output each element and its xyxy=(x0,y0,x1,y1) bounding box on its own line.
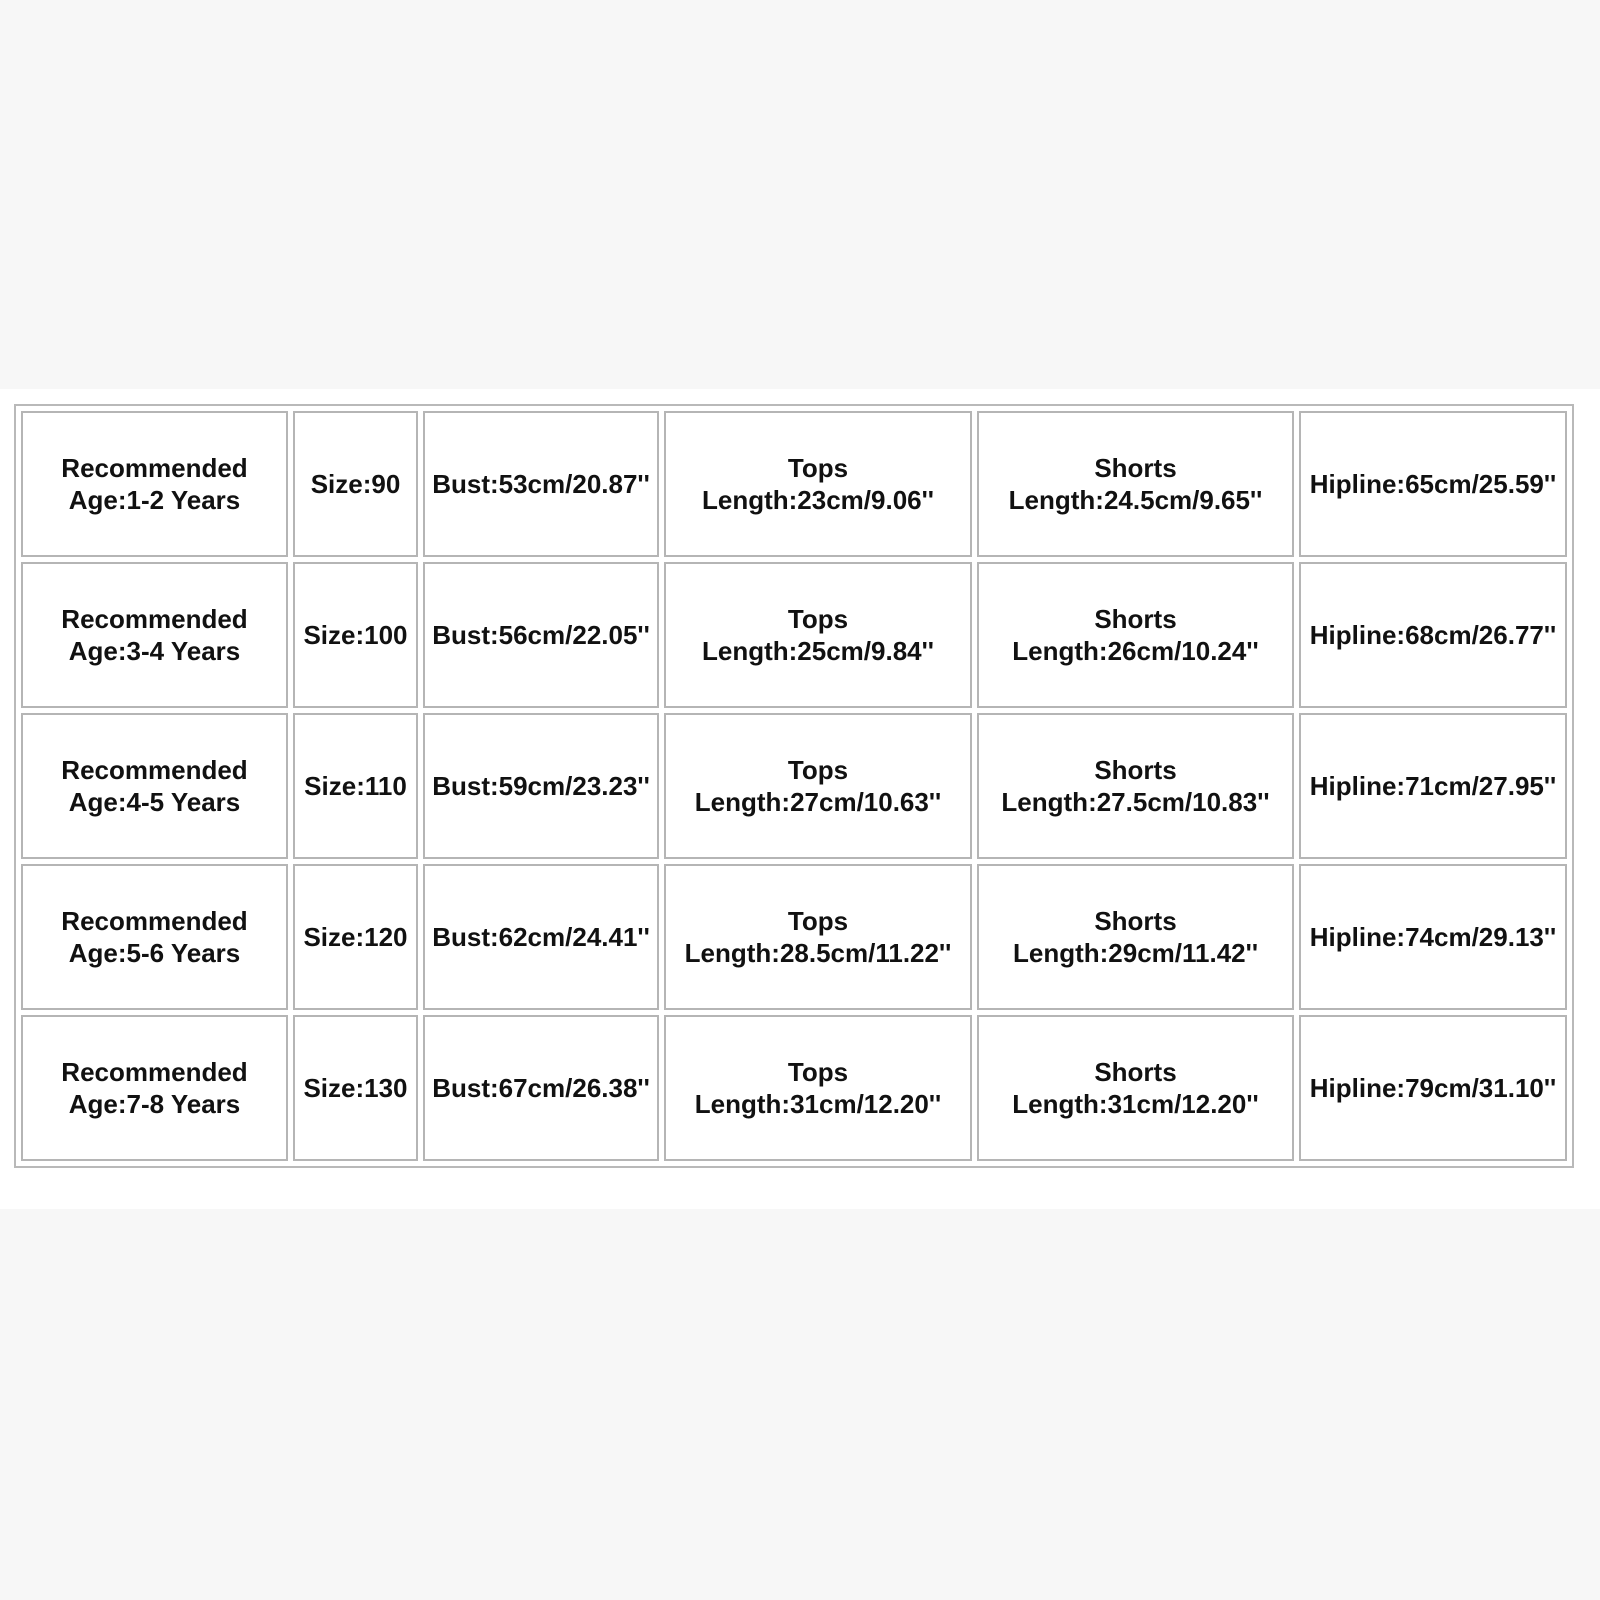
table-row xyxy=(21,562,1567,708)
hipline-cell xyxy=(1299,411,1567,557)
age-title: Recommended xyxy=(61,906,248,936)
age-title: Recommended xyxy=(61,604,248,634)
shorts-title: Shorts xyxy=(1094,453,1177,483)
tops-length-value: Length:31cm/12.20'' xyxy=(694,1089,942,1119)
tops-length-cell xyxy=(664,411,972,557)
size-chart-table xyxy=(14,404,1574,1168)
age-title: Recommended xyxy=(61,755,248,785)
shorts-title: Shorts xyxy=(1094,604,1177,634)
bust-value: Bust:53cm/20.87'' xyxy=(432,469,650,499)
table-row xyxy=(21,713,1567,859)
size-cell xyxy=(293,411,418,557)
hipline-cell xyxy=(1299,864,1567,1010)
shorts-length-value: Length:26cm/10.24'' xyxy=(1012,636,1259,666)
bust-value: Bust:62cm/24.41'' xyxy=(432,922,650,952)
age-value: Age:3-4 Years xyxy=(68,636,241,666)
bust-value: Bust:56cm/22.05'' xyxy=(432,620,650,650)
age-value: Age:7-8 Years xyxy=(68,1089,241,1119)
tops-length-cell xyxy=(664,713,972,859)
size-value: Size:90 xyxy=(310,469,401,499)
hipline-value: Hipline:79cm/31.10'' xyxy=(1309,1073,1557,1103)
table-row xyxy=(21,411,1567,557)
shorts-length-cell xyxy=(977,864,1294,1010)
shorts-length-value: Length:27.5cm/10.83'' xyxy=(1001,787,1270,817)
shorts-length-value: Length:24.5cm/9.65'' xyxy=(1008,485,1263,515)
hipline-cell xyxy=(1299,562,1567,708)
hipline-cell xyxy=(1299,1015,1567,1161)
tops-length-cell xyxy=(664,864,972,1010)
hipline-value: Hipline:65cm/25.59'' xyxy=(1309,469,1557,499)
bust-value: Bust:67cm/26.38'' xyxy=(432,1073,650,1103)
age-value: Age:5-6 Years xyxy=(68,938,241,968)
tops-length-value: Length:23cm/9.06'' xyxy=(702,485,934,515)
shorts-title: Shorts xyxy=(1094,1057,1177,1087)
tops-length-cell xyxy=(664,1015,972,1161)
tops-title: Tops xyxy=(787,453,849,483)
tops-title: Tops xyxy=(787,1057,849,1087)
shorts-length-value: Length:31cm/12.20'' xyxy=(1012,1089,1259,1119)
tops-length-value: Length:28.5cm/11.22'' xyxy=(684,938,952,968)
age-value: Age:4-5 Years xyxy=(68,787,241,817)
size-value: Size:130 xyxy=(303,1073,408,1103)
size-cell xyxy=(293,562,418,708)
age-value: Age:1-2 Years xyxy=(68,485,241,515)
shorts-title: Shorts xyxy=(1094,755,1177,785)
bust-cell xyxy=(423,1015,659,1161)
tops-title: Tops xyxy=(787,604,849,634)
shorts-length-value: Length:29cm/11.42'' xyxy=(1012,938,1259,968)
shorts-length-cell xyxy=(977,411,1294,557)
size-cell xyxy=(293,713,418,859)
recommended-age-cell xyxy=(21,864,288,1010)
shorts-title: Shorts xyxy=(1094,906,1177,936)
size-value: Size:100 xyxy=(303,620,408,650)
tops-length-value: Length:25cm/9.84'' xyxy=(702,636,934,666)
tops-title: Tops xyxy=(787,755,849,785)
tops-length-value: Length:27cm/10.63'' xyxy=(694,787,942,817)
hipline-value: Hipline:68cm/26.77'' xyxy=(1309,620,1557,650)
bust-cell xyxy=(423,411,659,557)
bust-cell xyxy=(423,562,659,708)
table-row xyxy=(21,1015,1567,1161)
recommended-age-cell xyxy=(21,411,288,557)
shorts-length-cell xyxy=(977,1015,1294,1161)
hipline-value: Hipline:74cm/29.13'' xyxy=(1309,922,1557,952)
hipline-value: Hipline:71cm/27.95'' xyxy=(1309,771,1557,801)
recommended-age-cell xyxy=(21,562,288,708)
recommended-age-cell xyxy=(21,713,288,859)
tops-length-cell xyxy=(664,562,972,708)
shorts-length-cell xyxy=(977,562,1294,708)
age-title: Recommended xyxy=(61,453,248,483)
recommended-age-cell xyxy=(21,1015,288,1161)
bust-value: Bust:59cm/23.23'' xyxy=(432,771,650,801)
size-cell xyxy=(293,864,418,1010)
age-title: Recommended xyxy=(61,1057,248,1087)
tops-title: Tops xyxy=(787,906,849,936)
size-chart-body xyxy=(21,411,1567,1161)
size-value: Size:110 xyxy=(304,771,407,801)
shorts-length-cell xyxy=(977,713,1294,859)
size-cell xyxy=(293,1015,418,1161)
size-value: Size:120 xyxy=(303,922,408,952)
bust-cell xyxy=(423,864,659,1010)
table-row xyxy=(21,864,1567,1010)
bust-cell xyxy=(423,713,659,859)
hipline-cell xyxy=(1299,713,1567,859)
